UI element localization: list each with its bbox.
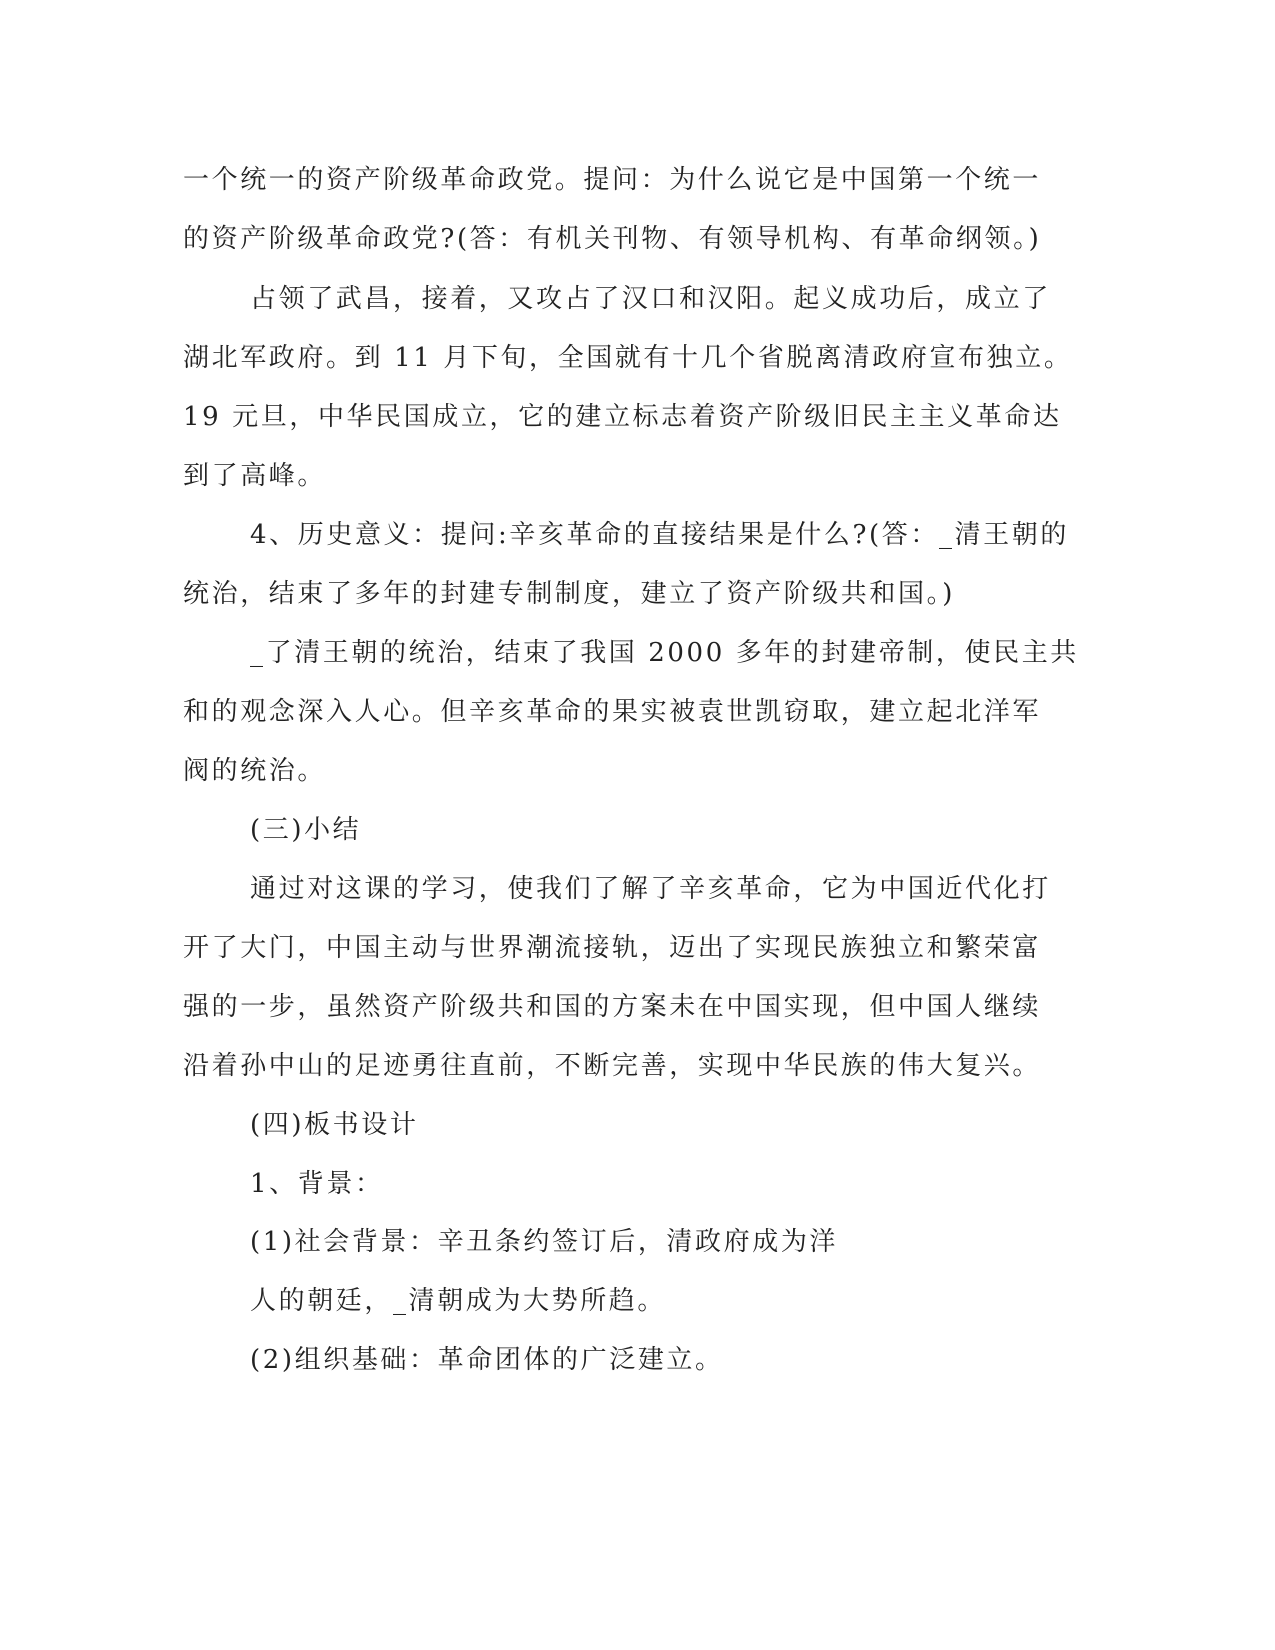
- text-line: 到了高峰。: [183, 461, 327, 491]
- section-heading: (四)板书设计: [250, 1110, 419, 1140]
- paragraph-line: 占领了武昌，接着，又攻占了汉口和汉阳。起义成功后，成立了: [250, 284, 1051, 314]
- paragraph-line: 4、历史意义：提问:辛亥革命的直接结果是什么?(答：_清王朝的: [250, 520, 1069, 550]
- paragraph-line: 通过对这课的学习，使我们了解了辛亥革命，它为中国近代化打: [250, 874, 1051, 904]
- paragraph-line: _了清王朝的统治，结束了我国 2000 多年的封建帝制，使民主共: [250, 638, 1079, 668]
- text-line: 开了大门，中国主动与世界潮流接轨，迈出了实现民族独立和繁荣富: [183, 933, 1042, 963]
- text-line: 和的观念深入人心。但辛亥革命的果实被袁世凯窃取，建立起北洋军: [183, 697, 1042, 727]
- text-line: 一个统一的资产阶级革命政党。提问：为什么说它是中国第一个统一: [183, 165, 1042, 195]
- text-line: 湖北军政府。到 11 月下旬，全国就有十几个省脱离清政府宣布独立。: [183, 343, 1073, 373]
- list-item-continuation: 人的朝廷，_清朝成为大势所趋。: [250, 1286, 667, 1316]
- list-item: (2)组织基础：革命团体的广泛建立。: [250, 1345, 724, 1375]
- list-item: (1)社会背景：辛丑条约签订后，清政府成为洋: [250, 1227, 839, 1257]
- text-line: 的资产阶级革命政党?(答：有机关刊物、有领导机构、有革命纲领。): [183, 224, 1042, 254]
- text-line: 沿着孙中山的足迹勇往直前，不断完善，实现中华民族的伟大复兴。: [183, 1051, 1042, 1081]
- text-line: 强的一步，虽然资产阶级共和国的方案未在中国实现，但中国人继续: [183, 992, 1042, 1022]
- text-line: 统治，结束了多年的封建专制制度，建立了资产阶级共和国。): [183, 579, 955, 609]
- list-item: 1、背景：: [250, 1169, 384, 1199]
- section-heading: (三)小结: [250, 815, 362, 845]
- text-line: 19 元旦，中华民国成立，它的建立标志着资产阶级旧民主主义革命达: [183, 402, 1062, 432]
- text-line: 阀的统治。: [183, 756, 327, 786]
